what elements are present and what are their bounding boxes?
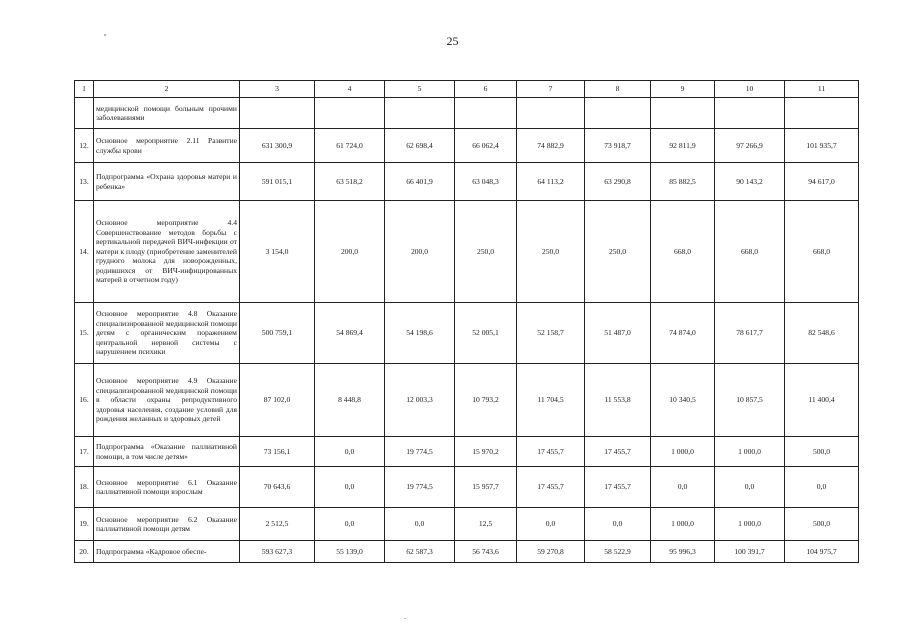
value-cell: 100 391,7 bbox=[715, 541, 785, 563]
table-row bbox=[75, 163, 859, 201]
column-header: 9 bbox=[651, 81, 715, 98]
column-header: 4 bbox=[315, 81, 385, 98]
value-cell: 73 156,1 bbox=[240, 437, 315, 467]
table-row bbox=[75, 541, 859, 563]
column-header: 2 bbox=[94, 81, 240, 98]
value-cell: 19 774,5 bbox=[385, 437, 455, 467]
value-cell: 17 455,7 bbox=[585, 437, 651, 467]
value-cell: 3 154,0 bbox=[240, 201, 315, 303]
row-description: медицинской помощи больным прочими заболеваниями bbox=[94, 98, 240, 129]
value-cell: 54 869,4 bbox=[315, 303, 385, 364]
value-cell: 70 643,6 bbox=[240, 467, 315, 508]
row-number: 13. bbox=[75, 163, 94, 201]
row-number: 12. bbox=[75, 129, 94, 163]
value-cell: 12 003,3 bbox=[385, 364, 455, 437]
value-cell: 11 553,8 bbox=[585, 364, 651, 437]
value-cell: 61 724,0 bbox=[315, 129, 385, 163]
value-cell: 250,0 bbox=[517, 201, 585, 303]
value-cell: 94 617,0 bbox=[785, 163, 859, 201]
value-cell bbox=[240, 98, 315, 129]
value-cell: 10 857,5 bbox=[715, 364, 785, 437]
budget-table bbox=[74, 80, 859, 563]
value-cell: 17 455,7 bbox=[585, 467, 651, 508]
value-cell: 74 882,9 bbox=[517, 129, 585, 163]
column-header: 5 bbox=[385, 81, 455, 98]
header-row bbox=[75, 81, 859, 98]
value-cell: 54 198,6 bbox=[385, 303, 455, 364]
row-number: 17. bbox=[75, 437, 94, 467]
row-description: Подпрограмма «Оказание паллиативной помощи, в том числе детям» bbox=[94, 437, 240, 467]
value-cell: 8 448,8 bbox=[315, 364, 385, 437]
row-description: Основное мероприятие 2.11 Развитие службы крови bbox=[94, 129, 240, 163]
table-row bbox=[75, 508, 859, 541]
table-row bbox=[75, 98, 859, 129]
value-cell: 250,0 bbox=[455, 201, 517, 303]
value-cell: 95 996,3 bbox=[651, 541, 715, 563]
value-cell: 52 158,7 bbox=[517, 303, 585, 364]
column-header: 1 bbox=[75, 81, 94, 98]
value-cell: 87 102,0 bbox=[240, 364, 315, 437]
value-cell: 104 975,7 bbox=[785, 541, 859, 563]
value-cell: 55 139,0 bbox=[315, 541, 385, 563]
value-cell: 1 000,0 bbox=[651, 437, 715, 467]
row-number: 18. bbox=[75, 467, 94, 508]
value-cell: 12,5 bbox=[455, 508, 517, 541]
row-number: 14. bbox=[75, 201, 94, 303]
column-header: 10 bbox=[715, 81, 785, 98]
value-cell: 593 627,3 bbox=[240, 541, 315, 563]
scan-speck bbox=[104, 34, 106, 36]
value-cell bbox=[315, 98, 385, 129]
value-cell bbox=[517, 98, 585, 129]
value-cell: 0,0 bbox=[585, 508, 651, 541]
column-header: 3 bbox=[240, 81, 315, 98]
value-cell: 59 270,8 bbox=[517, 541, 585, 563]
value-cell: 15 970,2 bbox=[455, 437, 517, 467]
value-cell: 62 698,4 bbox=[385, 129, 455, 163]
value-cell: 668,0 bbox=[785, 201, 859, 303]
value-cell: 0,0 bbox=[385, 508, 455, 541]
value-cell: 1 000,0 bbox=[715, 508, 785, 541]
value-cell: 0,0 bbox=[315, 467, 385, 508]
value-cell: 11 704,5 bbox=[517, 364, 585, 437]
row-number: 19. bbox=[75, 508, 94, 541]
value-cell: 19 774,5 bbox=[385, 467, 455, 508]
value-cell: 97 266,9 bbox=[715, 129, 785, 163]
value-cell: 0,0 bbox=[715, 467, 785, 508]
value-cell bbox=[651, 98, 715, 129]
value-cell bbox=[585, 98, 651, 129]
row-number: 15. bbox=[75, 303, 94, 364]
value-cell: 58 522,9 bbox=[585, 541, 651, 563]
row-description: Основное мероприятие 4.4 Совершенствование методов борьбы с вертикальной передачей ВИЧ-инфекции от матери к плоду (приобретение заменителей грудного молока для новорожденных, родившихся от ВИЧ-инфицированных матерей в отчетном году) bbox=[94, 201, 240, 303]
value-cell: 63 290,8 bbox=[585, 163, 651, 201]
table-row bbox=[75, 201, 859, 303]
value-cell: 78 617,7 bbox=[715, 303, 785, 364]
row-number: 16. bbox=[75, 364, 94, 437]
row-description: Подпрограмма «Кадровое обеспе- bbox=[94, 541, 240, 563]
value-cell: 0,0 bbox=[315, 437, 385, 467]
table-row bbox=[75, 364, 859, 437]
value-cell: 0,0 bbox=[315, 508, 385, 541]
value-cell: 85 882,5 bbox=[651, 163, 715, 201]
value-cell: 2 512,5 bbox=[240, 508, 315, 541]
value-cell: 200,0 bbox=[385, 201, 455, 303]
value-cell: 66 401,9 bbox=[385, 163, 455, 201]
value-cell: 668,0 bbox=[651, 201, 715, 303]
value-cell: 66 062,4 bbox=[455, 129, 517, 163]
value-cell: 668,0 bbox=[715, 201, 785, 303]
value-cell: 82 548,6 bbox=[785, 303, 859, 364]
value-cell: 15 957,7 bbox=[455, 467, 517, 508]
value-cell: 17 455,7 bbox=[517, 437, 585, 467]
value-cell: 74 874,0 bbox=[651, 303, 715, 364]
value-cell: 17 455,7 bbox=[517, 467, 585, 508]
column-header: 11 bbox=[785, 81, 859, 98]
column-header: 7 bbox=[517, 81, 585, 98]
value-cell: 0,0 bbox=[651, 467, 715, 508]
row-description: Подпрограмма «Охрана здоровья матери и ребенка» bbox=[94, 163, 240, 201]
column-header: 8 bbox=[585, 81, 651, 98]
column-header: 6 bbox=[455, 81, 517, 98]
value-cell: 90 143,2 bbox=[715, 163, 785, 201]
value-cell bbox=[715, 98, 785, 129]
value-cell bbox=[385, 98, 455, 129]
value-cell: 1 000,0 bbox=[715, 437, 785, 467]
value-cell: 92 811,9 bbox=[651, 129, 715, 163]
value-cell: 73 918,7 bbox=[585, 129, 651, 163]
value-cell: 631 300,9 bbox=[240, 129, 315, 163]
table-row bbox=[75, 467, 859, 508]
row-description: Основное мероприятие 6.2 Оказание паллиативной помощи детям bbox=[94, 508, 240, 541]
value-cell: 250,0 bbox=[585, 201, 651, 303]
value-cell: 52 005,1 bbox=[455, 303, 517, 364]
scan-speck bbox=[404, 618, 406, 619]
value-cell: 10 340,5 bbox=[651, 364, 715, 437]
value-cell: 63 518,2 bbox=[315, 163, 385, 201]
value-cell: 200,0 bbox=[315, 201, 385, 303]
value-cell: 500 759,1 bbox=[240, 303, 315, 364]
value-cell: 0,0 bbox=[785, 467, 859, 508]
value-cell: 591 015,1 bbox=[240, 163, 315, 201]
value-cell: 51 487,0 bbox=[585, 303, 651, 364]
value-cell: 1 000,0 bbox=[651, 508, 715, 541]
value-cell: 56 743,6 bbox=[455, 541, 517, 563]
value-cell bbox=[785, 98, 859, 129]
row-description: Основное мероприятие 4.8 Оказание специализированной медицинской помощи детям с органическим поражением центральной нервной системы с нарушением психики bbox=[94, 303, 240, 364]
value-cell: 11 400,4 bbox=[785, 364, 859, 437]
value-cell bbox=[455, 98, 517, 129]
value-cell: 62 587,3 bbox=[385, 541, 455, 563]
value-cell: 500,0 bbox=[785, 508, 859, 541]
page-number: 25 bbox=[446, 34, 459, 48]
value-cell: 500,0 bbox=[785, 437, 859, 467]
table-row bbox=[75, 129, 859, 163]
row-description: Основное мероприятие 4.9 Оказание специализированной медицинской помощи в области охраны репродуктивного здоровья населения, создание условий для рождения желанных и здоровых детей bbox=[94, 364, 240, 437]
value-cell: 0,0 bbox=[517, 508, 585, 541]
row-number: 20. bbox=[75, 541, 94, 563]
row-number bbox=[75, 98, 94, 129]
table-row bbox=[75, 303, 859, 364]
value-cell: 64 113,2 bbox=[517, 163, 585, 201]
row-description: Основное мероприятие 6.1 Оказание паллиативной помощи взрослым bbox=[94, 467, 240, 508]
value-cell: 10 793,2 bbox=[455, 364, 517, 437]
table-row bbox=[75, 437, 859, 467]
value-cell: 63 048,3 bbox=[455, 163, 517, 201]
value-cell: 101 935,7 bbox=[785, 129, 859, 163]
